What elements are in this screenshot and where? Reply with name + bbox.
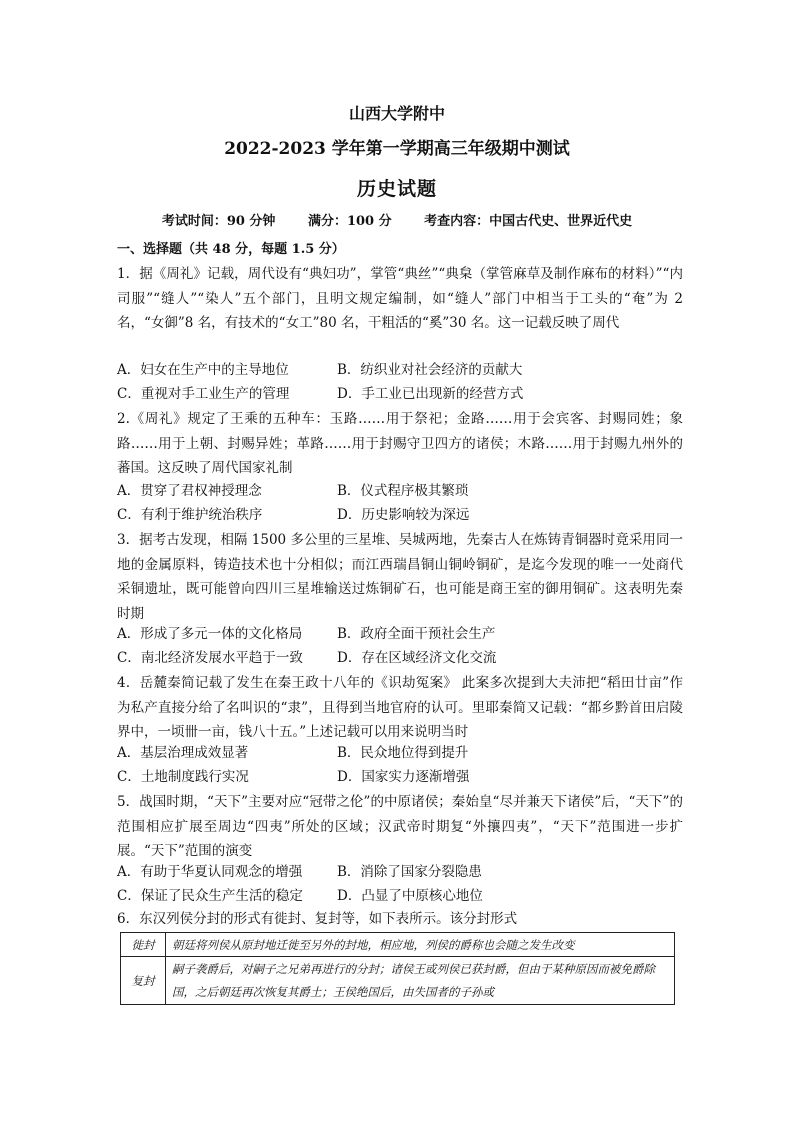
question-3-options xyxy=(117,622,683,670)
exam-scope: 考查内容：中国古代史、世界近代史 xyxy=(424,214,633,229)
question-4-options xyxy=(117,741,683,789)
exam-score: 满分：100 分 xyxy=(307,214,392,229)
option-a: A．贯穿了君权神授理念 xyxy=(117,483,262,499)
table-row xyxy=(121,933,674,957)
option-b: B．消除了国家分裂隐患 xyxy=(337,864,482,880)
subject-title: 历史试题 xyxy=(356,178,437,200)
question-3-stem: 3．据考古发现，相隔 1500 多公里的三星堆、吴城两地，先秦古人在炼铸青铜器时竟采用同一地的金属原料，铸造技术也十分相似；而江西瑞昌铜山铜岭铜矿，是迄今发现的唯一一处商代采铜遗址，既可能曾向四川三星堆输送过炼铜矿石，也可能是商王室的御用铜矿。这表明先秦时期 xyxy=(117,532,683,622)
option-a: A．形成了多元一体的文化格局 xyxy=(117,626,303,642)
table-row-head: 徙封 xyxy=(121,933,166,956)
question-5-options xyxy=(117,860,683,908)
option-c: C．南北经济发展水平趋于一致 xyxy=(117,650,303,666)
table-row-text: 朝廷将列侯从原封地迁徙至另外的封地，相应地，列侯的爵称也会随之发生改变 xyxy=(172,938,575,952)
option-c: C．土地制度践行实况 xyxy=(117,769,249,785)
fenfeng-table xyxy=(120,932,675,1005)
question-4-stem: 4．岳麓秦简记载了发生在秦王政十八年的《识劫冤案》 此案多次提到大夫沛把“稻田廿亩”作为私产直接分给了名叫识的“隶”，且得到当地官府的认可。里耶秦简又记载：“都乡黔首田启陵界中，一顷卌一亩，钱八十五。”上述记载可以用来说明当时 xyxy=(117,675,683,740)
table-row xyxy=(121,957,674,1004)
exam-meta xyxy=(0,210,794,229)
option-b: B．政府全面干预社会生产 xyxy=(337,626,496,642)
table-row-head: 复封 xyxy=(121,957,166,1004)
option-a: A．有助于华夏认同观念的增强 xyxy=(117,864,303,880)
exam-time: 考试时间：90 分钟 xyxy=(161,214,276,229)
option-c: C．有利于维护统治秩序 xyxy=(117,507,263,523)
question-1-options xyxy=(117,358,683,406)
question-1-stem: 1．据《周礼》记载，周代设有“典妇功”，掌管“典丝”“典枲（掌管麻草及制作麻布的材料）”“内司服”“缝人”“染人”五个部门，且明文规定编制，如“缝人”部门中相当于工头的“奄”为 2 名，“女御”8 名，有技术的“女工”80 名，干粗活的“奚”30 名。这一记载反映了周代 xyxy=(117,266,683,331)
option-a: A．基层治理成效显著 xyxy=(117,745,249,761)
option-d: D．凸显了中原核心地位 xyxy=(337,888,483,904)
school-name: 山西大学附中 xyxy=(348,104,445,123)
option-b: B．仪式程序极其繁琐 xyxy=(337,483,469,499)
option-b: B．民众地位得到提升 xyxy=(337,745,469,761)
option-d: D．历史影响较为深远 xyxy=(337,507,470,523)
table-row-text: 嗣子袭爵后，对嗣子之兄弟再进行的分封；诸侯王或列侯已获封爵，但由于某种原因而被免爵除国，之后朝廷再次恢复其爵土；王侯绝国后，由失国者的子孙或 xyxy=(172,962,655,999)
question-2-options xyxy=(117,479,683,527)
option-b: B．纺织业对社会经济的贡献大 xyxy=(337,362,523,378)
section-heading: 一、选择题（共 48 分，每题 1.5 分） xyxy=(117,242,345,257)
option-c: C．保证了民众生产生活的稳定 xyxy=(117,888,303,904)
option-d: D．国家实力逐渐增强 xyxy=(337,769,470,785)
question-2-stem: 2.《周礼》规定了王乘的五种车：玉路……用于祭祀；金路……用于会宾客、封赐同姓；象路……用于上朝、封赐异姓；革路……用于封赐守卫四方的诸侯；木路……用于封赐九州外的蕃国。这反映了周代国家礼制 xyxy=(117,411,683,476)
option-a: A．妇女在生产中的主导地位 xyxy=(117,362,289,378)
question-6-stem: 6．东汉列侯分封的形式有徙封、复封等，如下表所示。该分封形式 xyxy=(117,911,518,927)
option-d: D．存在区域经济文化交流 xyxy=(337,650,497,666)
question-5-stem: 5．战国时期，“天下”主要对应“冠带之伦”的中原诸侯；秦始皇“尽并兼天下诸侯”后，“天下”的范围相应扩展至周边“四夷”所处的区域；汉武帝时期复“外攘四夷”，“天下”范围进一步扩展。“天下”范围的演变 xyxy=(117,794,683,859)
option-d: D．手工业已出现新的经营方式 xyxy=(337,386,524,402)
exam-term-title: 2022-2023 学年第一学期高三年级期中测试 xyxy=(224,139,570,159)
option-c: C．重视对手工业生产的管理 xyxy=(117,386,290,402)
